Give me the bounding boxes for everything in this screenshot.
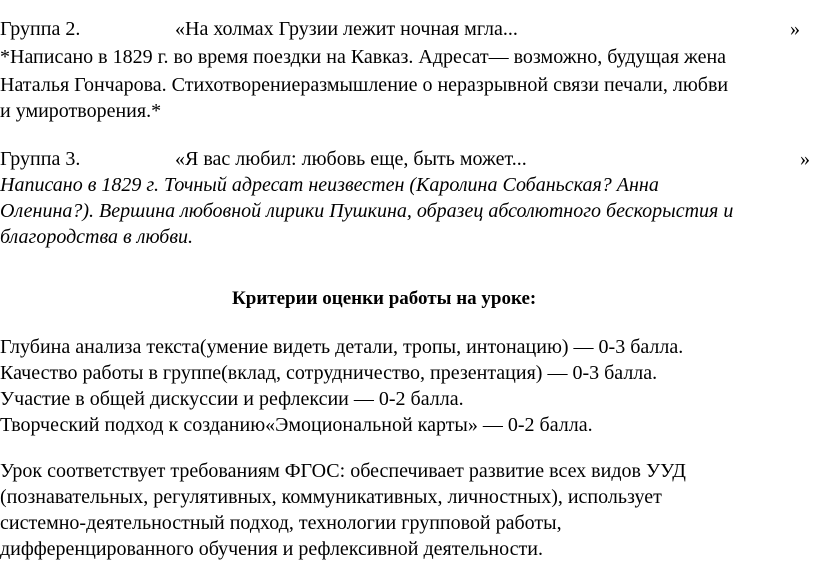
group3-poem-title: «Я вас любил: любовь еще, быть может...: [175, 148, 527, 170]
group3-note-line: благородства в любви.: [0, 226, 194, 248]
group3-note-line: Написано в 1829 г. Точный адресат неизвестен (Каролина Собаньская? Анна: [0, 174, 659, 196]
criteria-heading: Критерии оценки работы на уроке:: [232, 288, 537, 309]
criteria-item: Глубина анализа текста(умение видеть детали, тропы, интонацию) — 0-3 балла.: [0, 336, 684, 358]
criteria-item: Творческий подход к созданию«Эмоциональной карты» — 0-2 балла.: [0, 414, 593, 436]
group2-note-line: и умиротворения.*: [0, 100, 162, 122]
group3-note-line: Оленина?). Вершина любовной лирики Пушкина, образец абсолютного бескорыстия и: [0, 200, 734, 222]
fgos-line: (познавательных, регулятивных, коммуникативных, личностных), использует: [0, 486, 662, 508]
group2-label: Группа 2.: [0, 18, 81, 40]
criteria-item: Участие в общей дискуссии и рефлексии — 0-2 балла.: [0, 388, 464, 410]
group3-label: Группа 3.: [0, 148, 81, 170]
fgos-line: системно-деятельностный подход, технологии групповой работы,: [0, 512, 562, 534]
criteria-item: Качество работы в группе(вклад, сотрудничество, презентация) — 0-3 балла.: [0, 362, 658, 384]
group2-note-line: Наталья Гончарова. Стихотворениеразмышление о неразрывной связи печали, любви: [0, 74, 729, 96]
fgos-line: дифференцированного обучения и рефлексивной деятельности.: [0, 538, 543, 560]
fgos-line: Урок соответствует требованиям ФГОС: обеспечивает развитие всех видов УУД: [0, 460, 686, 482]
group2-close-quote: »: [790, 18, 800, 40]
group2-poem-title: «На холмах Грузии лежит ночная мгла...: [175, 18, 518, 40]
group2-note-line: *Написано в 1829 г. во время поездки на Кавказ. Адресат— возможно, будущая жена: [0, 46, 727, 68]
group3-close-quote: »: [800, 148, 810, 170]
